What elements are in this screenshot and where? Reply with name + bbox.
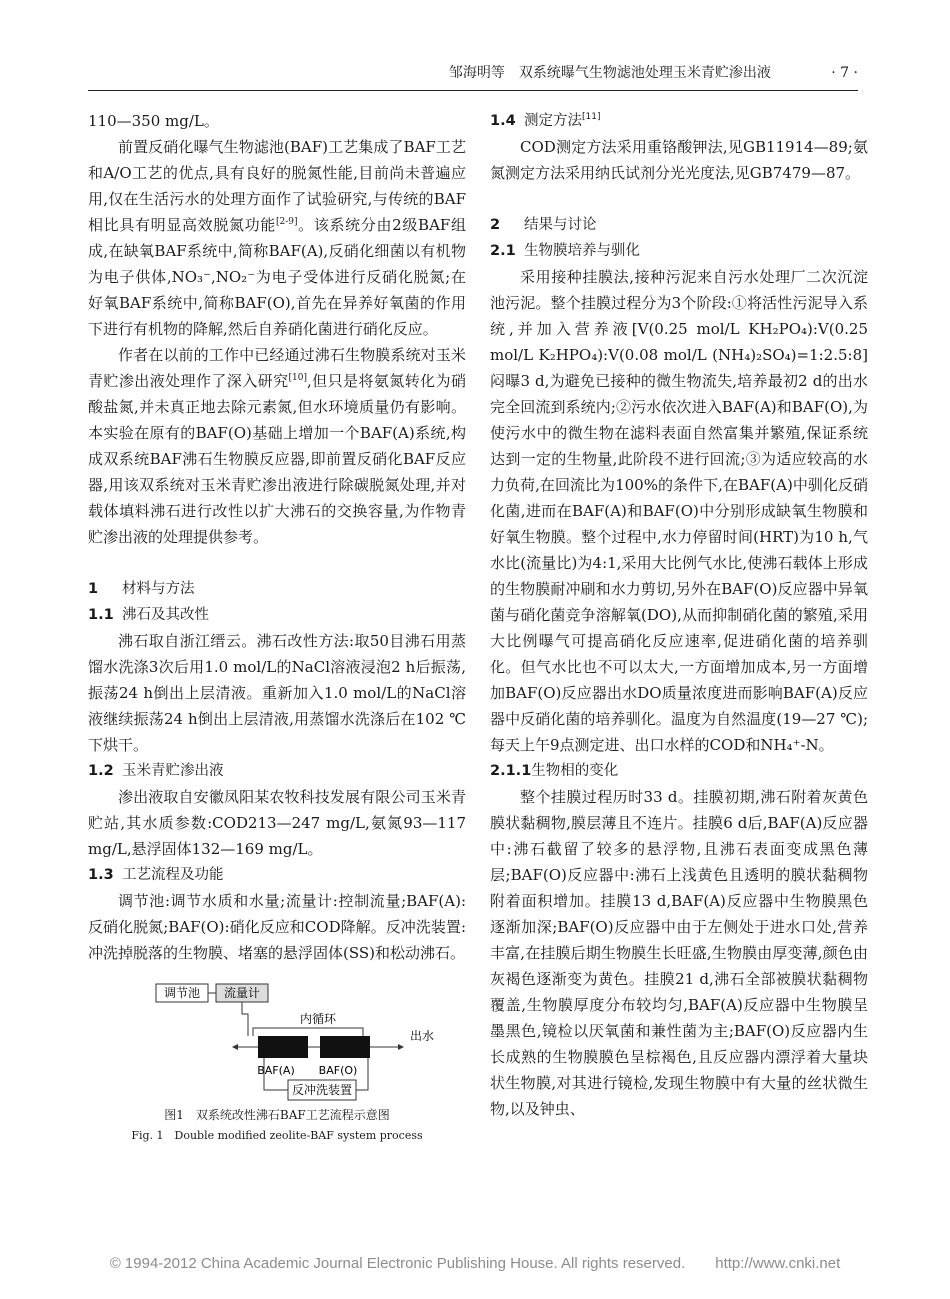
baf-a-reactor: [258, 1036, 308, 1058]
subsection-heading: 2.1 生物膜培养与驯化: [490, 243, 640, 259]
citation-ref: [11]: [582, 112, 601, 123]
backwash-label: 反冲洗装置: [291, 1083, 353, 1097]
paragraph-biophase: 整个挂膜过程历时33 d。挂膜初期,沸石附着灰黄色膜状黏稠物,膜层薄且不连片。挂膜6 d后,BAF(A)反应器中:沸石截留了较多的悬浮物,且沸石表面变成黑色薄层;BAF(O)反应器中:沸石上浅黄色且透明的膜状黏稠物附着面积增加。挂膜13 d,BAF(A)反应器中生物膜黑色逐渐加深;BAF(O)反应器中由于左侧处于进水口处,营养丰富,在挂膜后期生物膜生长旺盛,生物膜由厚变薄,颜色由灰褐色逐渐变为黄色。挂膜21 d,沸石全部被膜状黏稠物覆盖,生物膜厚度分布较均匀,BAF(A)反应器中生物膜呈墨黑色,镜检以厌氧菌和兼性菌为主;BAF(O)反应器内生长成熟的生物膜膜色呈棕褐色,且反应器内漂浮着大量块状生物膜,对其进行镜检,发现生物膜中有大量的丝状微生物,以及钟虫、: [490, 788, 868, 1118]
recycle-label: 内循环: [299, 1012, 337, 1026]
page-number: · 7 ·: [831, 65, 858, 81]
paragraph-intro-1: 前置反硝化曝气生物滤池(BAF)工艺集成了BAF工艺和A/O工艺的优点,具有良好的脱氮性能,目前尚未普遍应用,仅在生活污水的处理方面作了试验研究,与传统的BAF相比具有明显高效脱氮功能[2-9]。该系统分由2级BAF组成,在缺氧BAF系统中,简称BAF(A),反硝化细菌以有机物为电子供体,NO₃⁻,NO₂⁻为电子受体进行反硝化脱氮;在好氧BAF系统中,简称BAF(O),首先在异养好氧菌的作用下进行有机物的降解,然后自养硝化菌进行硝化反应。: [88, 138, 466, 338]
paragraph-methods: COD测定方法采用重铬酸钾法,见GB11914—89;氨氮测定方法采用纳氏试剂分光光度法,见GB7479—87。: [490, 138, 868, 182]
arrow-icon: [232, 1044, 238, 1050]
section-heading: 2 结果与讨论: [490, 217, 597, 233]
flowmeter-label: 流量计: [223, 986, 261, 1000]
figure-caption-cn: 图1 双系统改性沸石BAF工艺流程示意图: [164, 1108, 390, 1122]
subsection-heading: 1.4 测定方法[11]: [490, 112, 601, 129]
left-column: [88, 108, 466, 1158]
tank-label: 调节池: [163, 986, 201, 1000]
paragraph-zeolite: 沸石取自浙江缙云。沸石改性方法:取50目沸石用蒸馏水洗涤3次后用1.0 mol/L的NaCl溶液浸泡2 h后振荡,振荡24 h倒出上层清液。重新加入1.0 mol/L的NaCl溶液继续振荡24 h倒出上层清液,用蒸馏水洗涤后在102 ℃下烘干。: [88, 632, 466, 754]
running-title: 邹海明等 双系统曝气生物滤池处理玉米青贮渗出液: [448, 65, 771, 81]
recycle-line: [253, 1028, 363, 1036]
feed-line: [242, 1002, 248, 1036]
figure-1: [88, 978, 466, 1158]
running-header: [88, 62, 858, 91]
citation-ref: [10]: [288, 373, 307, 383]
arrow-icon: [398, 1044, 404, 1050]
paragraph-intro-2: 作者在以前的工作中已经通过沸石生物膜系统对玉米青贮渗出液处理作了深入研究[10],但只是将氨氮转化为硝酸盐氮,并未真正地去除元素氮,但水环境质量仍有影响。本实验在原有的BAF(O)基础上增加一个BAF(A)系统,构成双系统BAF沸石生物膜反应器,即前置反硝化BAF反应器,用该双系统对玉米青贮渗出液进行除碳脱氮处理,并对载体填料沸石进行改性以扩大沸石的交换容量,为作物青贮渗出液的处理提供参考。: [88, 346, 466, 546]
subsection-heading: 1.3 工艺流程及功能: [88, 867, 224, 883]
process-flow-diagram: [88, 978, 466, 1106]
subsection-heading: 1.1 沸石及其改性: [88, 607, 209, 623]
baf-o-reactor: [320, 1036, 370, 1058]
copyright-footer: © 1994-2012 China Academic Journal Electronic Publishing House. All rights reserved. http://www.cnki.net: [109, 1255, 841, 1272]
citation-ref: [2-9]: [276, 217, 298, 227]
baf-o-label: BAF(O): [318, 1064, 358, 1077]
outlet-label: 出水: [410, 1029, 435, 1043]
paragraph-leachate: 渗出液取自安徽凤阳某农牧科技发展有限公司玉米青贮站,其水质参数:COD213—247 mg/L,氨氮93—117 mg/L,悬浮固体132—169 mg/L。: [88, 788, 466, 858]
baf-a-label: BAF(A): [257, 1064, 295, 1077]
subsection-heading: 2.1.1生物相的变化: [490, 763, 619, 779]
figure-caption-en: Fig. 1 Double modified zeolite-BAF system process: [131, 1129, 423, 1142]
paragraph-biofilm: 采用接种挂膜法,接种污泥来自污水处理厂二次沉淀池污泥。整个挂膜过程分为3个阶段:①将活性污泥导入系统,并加入营养液[V(0.25 mol/L KH₂PO₄):V(0.25 mol/L K₂HPO₄):V(0.08 mol/L (NH₄)₂SO₄)=1:2.5:8]闷曝3 d,为避免已接种的微生物流失,培养最初2 d的出水完全回流到系统内;②污水依次进入BAF(A)和BAF(O),为使污水中的微生物在滤料表面自然富集并繁殖,保证系统达到一定的生物量,此阶段不进行回流;③为适应较高的水力负荷,在回流比为100%的条件下,在BAF(A)中驯化反硝化菌,进而在BAF(A)和BAF(O)中分别形成缺氧生物膜和好氧生物膜。整个过程中,水力停留时间(HRT)为10 h,气水比(流量比)为4:1,采用大比例气水比,使沸石载体上形成的生物膜耐冲刷和水力剪切,另外在BAF(O)反应器中异氧菌与硝化菌竞争溶解氧(DO),从而抑制硝化菌的繁殖,采用大比例曝气可提高硝化反应速率,促进硝化菌的培养驯化。但气水比也不可以太大,一方面增加成本,另一方面增加BAF(O)反应器出水DO质量浓度进而影响BAF(A)反应器中反硝化菌的培养驯化。温度为自然温度(19—27 ℃);每天上午9点测定进、出口水样的COD和NH₄⁺-N。: [490, 268, 868, 754]
paragraph-process: 调节池:调节水质和水量;流量计:控制流量;BAF(A):反硝化脱氮;BAF(O):硝化反应和COD降解。反冲洗装置:冲洗掉脱落的生物膜、堵塞的悬浮固体(SS)和松动沸石。: [88, 892, 466, 962]
section-heading: 1 材料与方法: [88, 581, 195, 597]
backwash-line: [356, 1058, 368, 1090]
continued-text: 110—350 mg/L。: [88, 112, 219, 130]
right-column: [490, 108, 868, 1122]
subsection-heading: 1.2 玉米青贮渗出液: [88, 763, 224, 779]
